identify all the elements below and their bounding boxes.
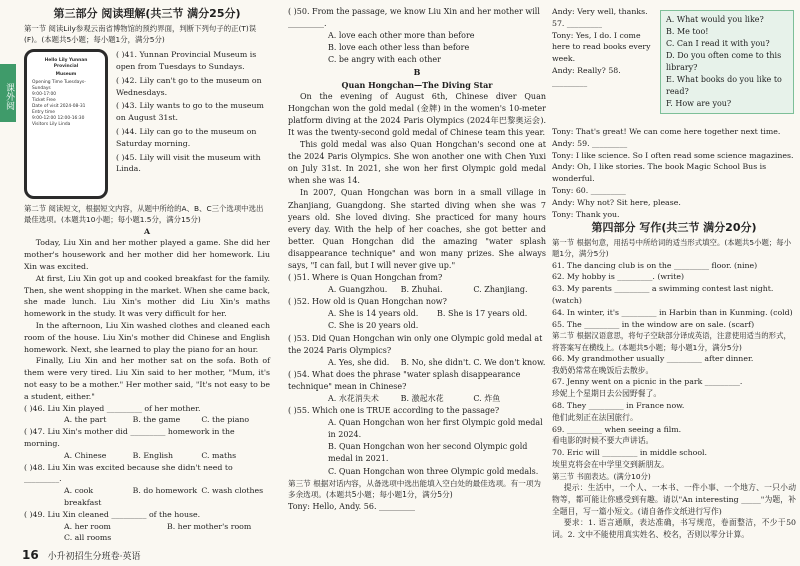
phone-line: 9:00-17:00 <box>32 92 57 98</box>
question-47[interactable]: ( )47. Liu Xin's mother did _________ homework in the morning. <box>24 427 235 448</box>
question-53[interactable]: ( )53. Did Quan Hongchan win only one Olympic gold medal at the 2024 Paris Olympics? <box>288 333 543 355</box>
passage-a-paragraph: Finally, Liu Xin and her mother sat on the sofa. Both of them were very tired. Liu Xin said to her mother, "Mum, it's not easy to be a mother." Her mother said, "It's not easy to be a student, either." <box>24 356 270 401</box>
dialogue-line[interactable]: Tony: 60. _________ <box>552 185 626 195</box>
phone-line: 9:00-12:00 12:00-16:30 <box>32 116 85 122</box>
options-54 <box>288 393 546 405</box>
question-51[interactable]: ( )51. Where is Quan Hongchan from? <box>288 273 443 283</box>
passage-a-title: A <box>143 226 151 236</box>
writing-section2-instructions: 第二节 根据汉语意思，将句子空缺部分译成英语，注意使用适当的形式，将答案写在横线上。(本题共5小题；每小题1分，满分5分) <box>552 331 791 352</box>
translate-hint: 珍妮上个星期日去公园野餐了。 <box>552 389 662 399</box>
dialogue-area <box>552 6 796 126</box>
passage-b-paragraph: In 2007, Quan Hongchan was born in a small village in Zhanjiang, Guangdong. She started diving when she was 7 years old. She loved diving. She practiced for many hours every day. With the help of her coaches, she got better and better. Quan Hongchan did the amazing "water splash disappearance technique" and won many prizes. She always says, "I can fail, but I will never give up." <box>288 188 546 270</box>
option[interactable]: A. 水花消失术 <box>328 394 379 403</box>
options-51 <box>288 284 546 296</box>
option[interactable]: C. be angry with each other <box>328 55 441 65</box>
dialogue-line: Andy: Very well, thanks. <box>552 7 648 16</box>
option[interactable]: B. her mother's room <box>167 521 252 531</box>
fill-item[interactable]: 64. In winter, it's _________ in Harbin than in Kunming. (cold) <box>552 307 793 317</box>
option[interactable]: B. She is 17 years old. <box>437 309 528 319</box>
writing-section3-instructions: 第三节 书面表达。(满分10分) <box>552 471 651 481</box>
dialogue-line: Andy: Why not? Sit here, please. <box>552 197 681 207</box>
tf-questions <box>116 49 270 199</box>
translate-hint: 埃里克将会在中学里交到新朋友。 <box>552 459 669 469</box>
option[interactable]: B. English <box>132 450 174 460</box>
option[interactable]: A. She is 14 years old. <box>328 309 419 319</box>
phone-line: Visitors Lily Linda <box>32 122 71 128</box>
options-48 <box>24 485 270 509</box>
part3-title: 第三部分 阅读理解(共三节 满分25分) <box>53 7 241 20</box>
passage-a-paragraph: Today, Liu Xin and her mother played a game. She did her mother's housework and her mother did her homework. Liu Xin was excited. <box>24 238 270 271</box>
section2-instructions: 第二节 阅读短文，根据短文内容，从题中所给的A、B、C三个选项中选出最佳选项。(本题共10小题；每小题1.5分，满分15分) <box>24 204 264 225</box>
question-49[interactable]: ( )49. Liu Xin cleaned _________ of the house. <box>24 509 201 519</box>
phone-line: Date of visit 2024-08-31 <box>32 104 86 110</box>
options-52 <box>288 308 546 320</box>
question-42[interactable]: ( )42. Lily can't go to the museum on Wednesdays. <box>116 75 262 97</box>
dialogue-option: C. Can I read it with you? <box>666 39 770 48</box>
section1-instructions: 第一节 阅读Lily参观云南省博物馆的预约界面，判断下列句子的正(T)误(F)。(本题共5小题；每小题1分，满分5分) <box>24 23 257 44</box>
option[interactable]: C. all rooms <box>64 533 112 543</box>
translate-item[interactable]: 69. _________ when seeing a film. <box>552 424 682 434</box>
option[interactable]: A. Yes, she did. <box>328 357 390 367</box>
option[interactable]: C. She is 20 years old. <box>328 321 419 331</box>
option[interactable]: C. maths <box>201 450 237 460</box>
section3-instructions: 第三节 根据对话内容，从备选项中选出能填入空白处的最佳选项。有一项为多余选项。(本题共5小题；每小题1分，满分5分) <box>288 478 542 500</box>
phone-line: Hello Lily Yunnan Provincial <box>44 58 88 70</box>
option[interactable]: B. do homework <box>132 486 198 496</box>
question-44[interactable]: ( )44. Lily can go to the museum on Saturday morning. <box>116 126 257 148</box>
option[interactable]: B. Quan Hongchan won her second Olympic gold medal in 2021. <box>328 442 528 464</box>
question-46[interactable]: ( )46. Liu Xin played _________ of her mother. <box>24 403 201 413</box>
option[interactable]: B. No, she didn't. <box>400 357 471 367</box>
question-50[interactable]: ( )50. From the passage, we know Liu Xin and her mother will _________. <box>288 7 540 29</box>
option[interactable]: A. love each other more than before <box>328 31 475 41</box>
phone-line: Opening Time Tuesdays-Sundays <box>32 80 86 92</box>
question-52[interactable]: ( )52. How old is Quan Hongchan now? <box>288 297 447 307</box>
passage-b-subtitle: Quan Hongchan—The Diving Star <box>341 79 493 90</box>
phone-booking-image <box>24 49 108 199</box>
option[interactable]: A. Chinese <box>64 450 107 460</box>
question-41[interactable]: ( )41. Yunnan Provincial Museum is open from Tuesdays to Sundays. <box>116 50 257 71</box>
translate-item[interactable]: 66. My grandmother usually _________ after dinner. <box>552 353 754 363</box>
writing-section1-instructions: 第一节 根据句意，用括号中所给词的适当形式填空。(本题共5小题；每小题1分，满分5分) <box>552 238 792 259</box>
passage-a-paragraph: In the afternoon, Liu Xin washed clothes and cleaned each room of the house. Liu Xin's mother did Chinese and English homework. Next, she learned to play the piano for an hour. <box>24 320 270 354</box>
dialogue-line[interactable]: Tony: Hello, Andy. 56. _________ <box>288 501 416 511</box>
fill-item[interactable]: 62. My hobby is _________. (write) <box>552 272 685 282</box>
passage-b-paragraph: On the evening of August 6th, Chinese diver Quan Hongchan won the gold medal (金牌) in the women's 10-meter platform diving at the 2024 Paris Olympics (2024年巴黎奥运会). It was the twenty-second gold medal of Chinese team this year. <box>288 91 546 137</box>
dialogue-lines <box>552 6 656 89</box>
dialogue-line[interactable]: Andy: Really? 58. _________ <box>552 65 621 87</box>
phone-line: Entry time <box>32 110 55 116</box>
passage-b-paragraph: This gold medal was also Quan Hongchan's second one at the 2024 Paris Olympics. She won another one with Chen Yuxi on July 31st. In 2021, she won her first Olympic gold medal when she was 14. <box>288 140 546 186</box>
option[interactable]: C. Zhanjiang. <box>473 285 528 295</box>
option[interactable]: A. her room <box>64 521 111 531</box>
dialogue-options-box <box>660 10 794 114</box>
fill-item[interactable]: 65. The _________ in the window are on sale. (scarf) <box>552 319 755 329</box>
option[interactable]: C. the piano <box>201 415 250 425</box>
options-47 <box>24 450 270 462</box>
passage-a-paragraph: At first, Liu Xin got up and cooked breakfast for the family. Then, she went shopping in the market. When she came back, she made lunch. Liu Xin's mother did Liu Xin's maths homework in the study. It was very difficult for her. <box>24 273 270 319</box>
option[interactable]: B. Zhuhai. <box>400 285 443 295</box>
page-number: 16 <box>22 548 39 562</box>
dialogue-line[interactable]: 57. _________ <box>552 18 602 28</box>
museum-booking-area <box>24 49 270 199</box>
fill-item[interactable]: 63. My parents _________ a swimming contest last night. (watch) <box>552 284 774 305</box>
right-column <box>552 6 796 541</box>
option[interactable]: B. 激起水花 <box>400 394 444 403</box>
option[interactable]: C. We don't know. <box>473 357 546 367</box>
option[interactable]: C. 炸鱼 <box>473 394 501 403</box>
dialogue-line[interactable]: Andy: 59. _________ <box>552 138 628 148</box>
phone-line: Museum <box>55 72 77 78</box>
translate-item[interactable]: 67. Jenny went on a picnic in the park _________. <box>552 377 743 387</box>
footer-text: 小升初招生分班卷·英语 <box>47 552 141 562</box>
question-43[interactable]: ( )43. Lily wants to go to the museum on August 31st. <box>116 101 264 123</box>
translate-item[interactable]: 68. They _________ in France now. <box>552 400 685 410</box>
dialogue-option: D. Do you often come to this library? <box>666 51 782 72</box>
dialogue-option: B. Me too! <box>666 27 709 36</box>
essay-prompt: 提示：生活中，一个人、一本书、一件小事、一个地方、一只小动物等，都可能让你感受到有趣。请以"An interesting _____"为题，补全题目，写一篇小短文。(请自备作文纸进行写作) <box>552 482 796 516</box>
dialogue-line: Tony: That's great! We can come here together next time. <box>552 127 781 136</box>
fill-item[interactable]: 61. The dancing club is on the _________ floor. (nine) <box>552 260 758 270</box>
dialogue-line: Tony: I like science. So I often read some science magazines. <box>552 150 794 160</box>
question-45[interactable]: ( )45. Lily will visit the museum with Linda. <box>116 152 261 174</box>
option[interactable]: B. the game <box>132 415 181 425</box>
options-53 <box>288 357 546 369</box>
question-55[interactable]: ( )55. Which one is TRUE according to the passage? <box>288 406 500 416</box>
dialogue-option: F. How are you? <box>666 99 732 108</box>
option[interactable]: A. the part <box>64 415 107 425</box>
option[interactable]: C. wash clothes <box>201 486 264 496</box>
page-footer <box>22 548 140 562</box>
translate-hint: 我奶奶常常在晚饭后去散步。 <box>552 365 654 375</box>
part4-title: 第四部分 写作(共三节 满分20分) <box>591 221 757 235</box>
dialogue-line: Andy: Oh, I like stories. The book Magic School Bus is wonderful. <box>552 162 767 184</box>
side-tab: 课外阅 <box>0 64 16 122</box>
option[interactable]: A. Quan Hongchan won her first Olympic gold medal in 2024. <box>328 418 543 440</box>
translate-hint: 看电影的时候不要大声讲话。 <box>552 436 654 446</box>
dialogue-option: E. What books do you like to read? <box>666 75 782 96</box>
dialogue-line: Tony: Yes, I do. I come here to read books every week. <box>552 30 651 64</box>
essay-requirements: 要求：1. 语言通顺，表达准确，书写规范，卷面整洁，不少于50词。2. 文中不能使用真实姓名、校名，否则以零分计算。 <box>552 518 796 540</box>
option[interactable]: C. Quan Hongchan won three Olympic gold medals. <box>328 466 539 476</box>
option[interactable]: B. love each other less than before <box>328 43 470 53</box>
left-column <box>24 6 270 544</box>
option[interactable]: A. Guangzhou. <box>328 285 388 295</box>
question-54[interactable]: ( )54. What does the phrase "water splash disappearance technique" mean in Chinese? <box>288 369 521 391</box>
question-48[interactable]: ( )48. Liu Xin was excited because she didn't need to _________. <box>24 462 233 484</box>
options-49 <box>24 521 270 533</box>
translate-hint: 他们此刻正在法国旅行。 <box>552 412 638 422</box>
options-46 <box>24 414 270 426</box>
middle-column <box>288 6 546 513</box>
option[interactable]: A. cook breakfast <box>64 486 102 507</box>
dialogue-line: Tony: Thank you. <box>552 209 620 219</box>
passage-b-title: B <box>413 67 421 78</box>
phone-line: Ticket Free <box>32 98 56 104</box>
dialogue-option: A. What would you like? <box>666 15 764 24</box>
translate-item[interactable]: 70. Eric will _________ in middle school. <box>552 448 708 458</box>
